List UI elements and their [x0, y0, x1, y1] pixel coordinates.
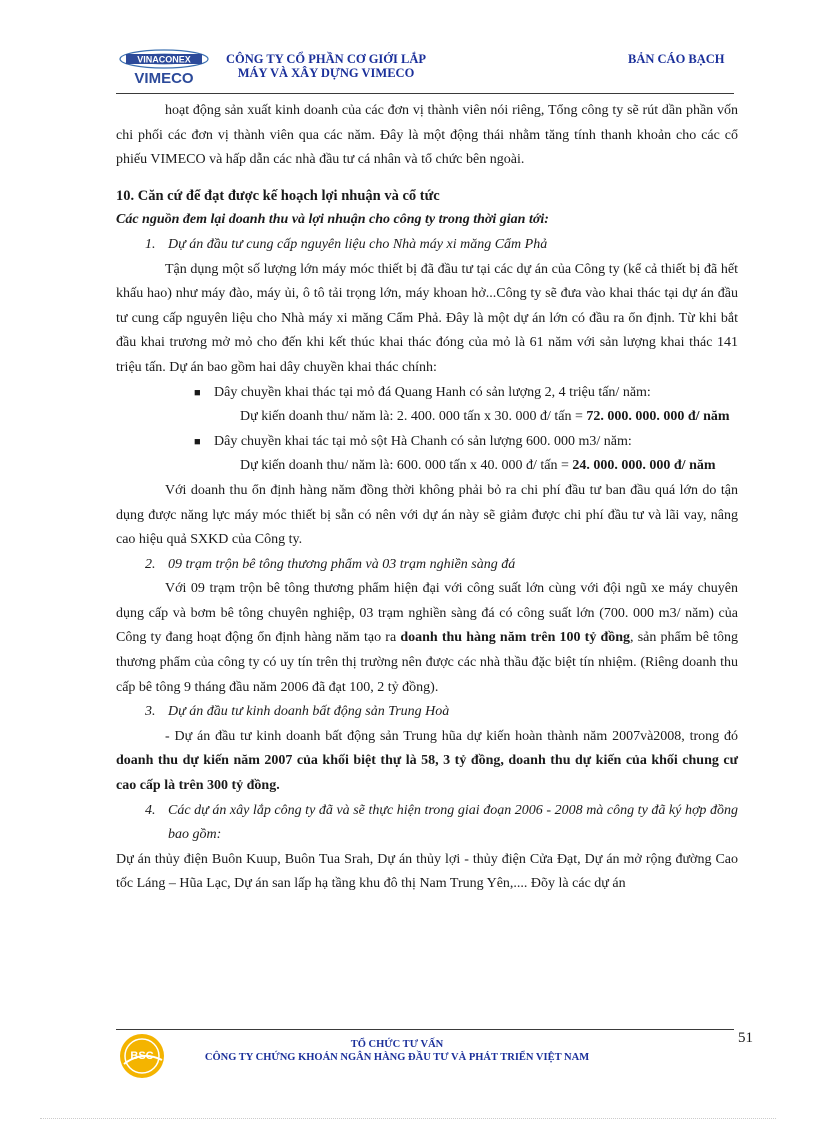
document-body — [116, 99, 738, 897]
item2-paragraph: Với 09 trạm trộn bê tông thương phẩm hiện đại với công suất lớn cùng với đội ngũ xe máy chuyên dụng cấp và bơm bê tông chuyên nghiệp, 03 trạm nghiền sàng đá có công suất lớn (700. 000 m3/ năm) của Công ty đang hoạt động ổn định hàng năm tạo ra doanh thu hàng năm trên 100 tỷ đồng, sản phẩm bê tông thương phẩm của công ty có uy tín trên thị trường nên được các nhà thầu đặc biệt tín nhiệm. (Riêng doanh thu cấp bê tông 9 tháng đầu năm 2006 đã đạt 100, 2 tỷ đồng). — [116, 581, 738, 695]
list-item-2-title: 2. 09 trạm trộn bê tông thương phẩm và 03 trạm nghiền sàng đá — [116, 553, 738, 578]
vinaconex-vimeco-logo — [116, 48, 212, 88]
list-item-4-title: 4. Các dự án xây lắp công ty đã và sẽ thực hiện trong giai đoạn 2006 - 2008 mà công ty đã ký hợp đồng bao gồm: — [116, 799, 738, 848]
bsc-logo — [116, 1030, 168, 1082]
item3-paragraph: - Dự án đầu tư kinh doanh bất động sản Trung hũa dự kiến hoàn thành năm 2007và2008, trong đó doanh thu dự kiến năm 2007 của khối biệt thự là 58, 3 tỷ đồng, doanh thu dự kiến của khối chung cư cao cấp là trên 300 tỷ đồng. — [116, 728, 738, 794]
svg-text:BSC: BSC — [130, 1050, 154, 1062]
item4-paragraph: Dự án thủy điện Buôn Kuup, Buôn Tua Srah, Dự án thủy lợi - thủy điện Cửa Đạt, Dự án mở rộng đường Cao tốc Láng – Hũa Lạc, Dự án san lấp hạ tầng khu đô thị Nam Trung Yên,.... Đõy là các dự án — [116, 851, 738, 892]
revenue-amount-1: 72. 000. 000. 000 đ/ năm — [586, 409, 730, 425]
bullet-quang-hanh: ■ Dây chuyền khai thác tại mỏ đá Quang Hanh có sản lượng 2, 4 triệu tấn/ năm: — [116, 381, 738, 406]
list-item-4-number: 4. — [145, 802, 156, 818]
item2-revenue-highlight: doanh thu hàng năm trên 100 tỷ đồng — [400, 630, 631, 646]
bullet-ha-chanh-revenue: Dự kiến doanh thu/ năm là: 600. 000 tấn x 40. 000 đ/ tấn = 24. 000. 000. 000 đ/ năm — [240, 458, 716, 474]
item3-revenue-highlight: doanh thu dự kiến năm 2007 của khối biệt thự là 58, 3 tỷ đồng, doanh thu dự kiến của khối chung cư cao cấp là trên 300 tỷ đồng. — [116, 753, 738, 794]
header-divider — [116, 93, 734, 94]
list-item-3-title: 3. Dự án đầu tư kinh doanh bất động sản Trung Hoà — [116, 700, 738, 725]
bullet-square-icon: ■ — [194, 386, 201, 399]
page-bottom-edge — [40, 1118, 776, 1119]
revenue-amount-2: 24. 000. 000. 000 đ/ năm — [572, 458, 716, 474]
bullet-quang-hanh-revenue: Dự kiến doanh thu/ năm là: 2. 400. 000 tấn x 30. 000 đ/ tấn = 72. 000. 000. 000 đ/ năm — [240, 409, 730, 425]
header-company-name — [221, 52, 431, 80]
section-heading: 10. Căn cứ để đạt được kế hoạch lợi nhuận và cổ tức — [116, 187, 440, 204]
svg-text:VIMECO: VIMECO — [134, 70, 194, 87]
header-company-line1: CÔNG TY CỔ PHẦN CƠ GIỚI LẮP — [225, 52, 426, 66]
subheading: Các nguồn đem lại doanh thu và lợi nhuận cho công ty trong thời gian tới: — [116, 212, 549, 228]
list-item-3-number: 3. — [145, 704, 156, 720]
item1-paragraph: Tận dụng một số lượng lớn máy móc thiết bị đã đầu tư tại các dự án của Công ty (kể cả thiết bị đã hết khấu hao) như máy đào, máy ủi, ô tô tải trọng lớn, máy khoan hở...Công ty sẽ đưa vào khai thác tại dự án đầu tư cung cấp nguyên liệu cho Nhà máy xi măng Cẩm Phả. Đây là một dự án lớn có đầu ra ổn định. Từ khi bắt đầu khai trương mở mỏ cho đến khi kết thúc khai thác đóng của mỏ là 61 năm với sản lượng khai thác 141 triệu tấn. Dự án bao gồm hai dây chuyền khai thác chính: — [116, 261, 738, 375]
footer-advisor-label: TỔ CHỨC TƯ VẤN — [350, 1039, 444, 1050]
footer-advisor-name: CÔNG TY CHỨNG KHOÁN NGÂN HÀNG ĐẦU TƯ VÀ PHÁT TRIỂN VIỆT NAM — [204, 1052, 590, 1063]
item1-conclusion: Với doanh thu ổn định hàng năm đồng thời không phải bỏ ra chi phí đầu tư ban đầu quá lớn do tận dụng được năng lực máy móc thiết bị sẵn có nên với dự án này sẽ giảm được chi phí đầu tư và lãi vay, nâng cao hiệu quả SXKD của Công ty. — [116, 482, 738, 548]
list-item-2-number: 2. — [145, 556, 156, 572]
svg-text:VINACONEX: VINACONEX — [137, 54, 191, 65]
intro-paragraph: hoạt động sản xuất kinh doanh của các đơn vị thành viên nói riêng, Tổng công ty sẽ rút dần phần vốn chi phối các đơn vị thành viên qua các năm. Đây là một động thái nhằm tăng tính thanh khoản cho các cổ phiếu VIMECO và hấp dẫn các nhà đầu tư cá nhân và tổ chức bên ngoài. — [116, 103, 738, 168]
header-company-line2: MÁY VÀ XÂY DỰNG VIMECO — [237, 66, 415, 80]
bullet-square-icon: ■ — [194, 435, 201, 448]
bullet-ha-chanh: ■ Dây chuyền khai tác tại mỏ sột Hà Chanh có sản lượng 600. 000 m3/ năm: — [116, 430, 738, 455]
page-number: 51 — [738, 1030, 753, 1046]
footer-divider — [116, 1029, 734, 1030]
list-item-1-title: 1. Dự án đầu tư cung cấp nguyên liệu cho Nhà máy xi măng Cẩm Phả — [116, 233, 738, 258]
header-doc-title: BẢN CÁO BẠCH — [628, 52, 725, 66]
list-item-1-number: 1. — [145, 236, 156, 252]
